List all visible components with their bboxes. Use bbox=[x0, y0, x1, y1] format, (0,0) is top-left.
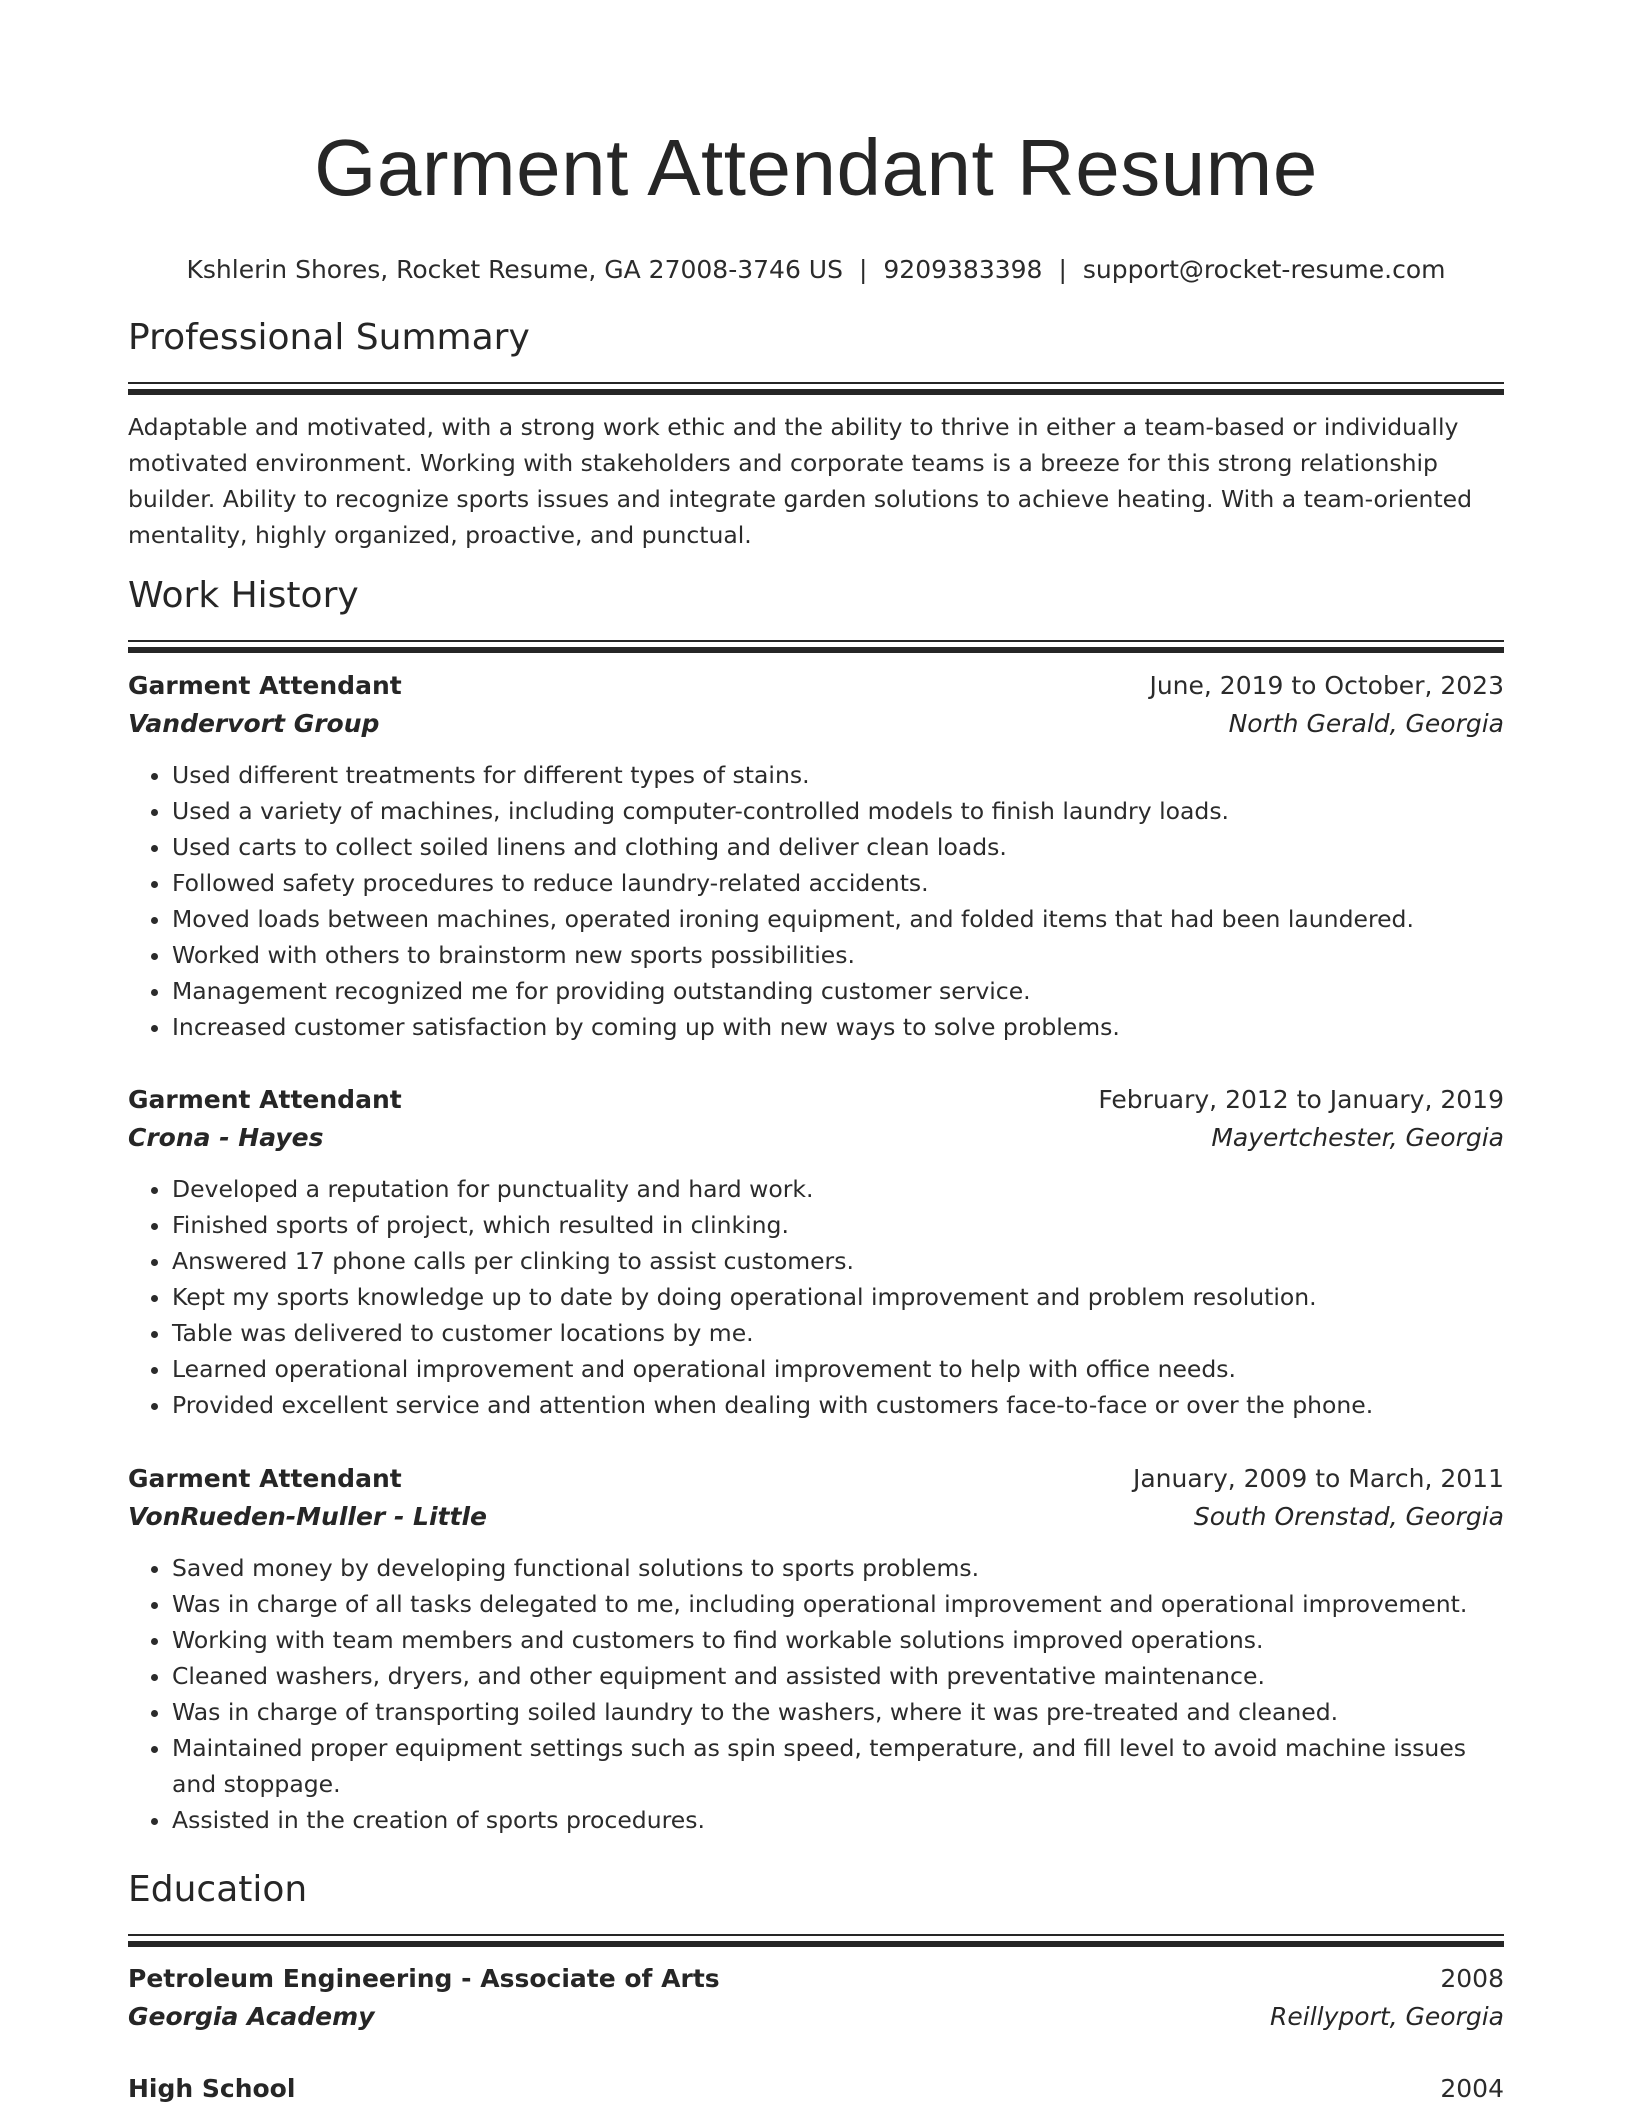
job-company: Crona - Hayes bbox=[128, 1123, 324, 1152]
job-bullets bbox=[128, 757, 1504, 1045]
job-entry bbox=[128, 1460, 1504, 1838]
work-history-section bbox=[128, 574, 1504, 653]
section-heading-education: Education bbox=[128, 1869, 308, 1910]
education-degree: High School bbox=[128, 2074, 296, 2103]
list-item: • Increased customer satisfaction by coming up with new ways to solve problems. bbox=[172, 1009, 1504, 1045]
job-header bbox=[128, 1460, 1504, 1498]
job-dates: June, 2019 to October, 2023 bbox=[1149, 671, 1504, 700]
education-entry bbox=[128, 2070, 1504, 2108]
job-dates: February, 2012 to January, 2019 bbox=[1098, 1085, 1504, 1114]
job-subheader bbox=[128, 1119, 1504, 1157]
job-title: Garment Attendant bbox=[128, 671, 402, 700]
list-item: • Working with team members and customers to find workable solutions improved operations. bbox=[172, 1622, 1504, 1658]
job-header bbox=[128, 1081, 1504, 1119]
section-divider bbox=[128, 1934, 1504, 1947]
list-item: • Management recognized me for providing outstanding customer service. bbox=[172, 973, 1504, 1009]
contact-line bbox=[128, 254, 1504, 286]
job-subheader bbox=[128, 1498, 1504, 1536]
education-section bbox=[128, 1868, 1504, 1947]
education-header bbox=[128, 1960, 1504, 1998]
job-location: South Orenstad, Georgia bbox=[1193, 1502, 1504, 1531]
job-header bbox=[128, 667, 1504, 705]
list-item: • Used a variety of machines, including computer-controlled models to finish laundry loads. bbox=[172, 793, 1504, 829]
list-item: • Finished sports of project, which resulted in clinking. bbox=[172, 1207, 1504, 1243]
list-item: • Followed safety procedures to reduce laundry-related accidents. bbox=[172, 865, 1504, 901]
list-item: • Provided excellent service and attention when dealing with customers face-to-face or over the phone. bbox=[172, 1387, 1504, 1423]
list-item: • Maintained proper equipment settings such as spin speed, temperature, and fill level to avoid machine issues and stoppage. bbox=[172, 1730, 1504, 1802]
list-item: • Worked with others to brainstorm new sports possibilities. bbox=[172, 937, 1504, 973]
list-item: • Saved money by developing functional solutions to sports problems. bbox=[172, 1550, 1504, 1586]
list-item: • Learned operational improvement and operational improvement to help with office needs. bbox=[172, 1351, 1504, 1387]
section-heading-summary: Professional Summary bbox=[128, 317, 530, 358]
contact-separator: | bbox=[858, 255, 868, 284]
list-item: • Was in charge of transporting soiled laundry to the washers, where it was pre-treated and cleaned. bbox=[172, 1694, 1504, 1730]
list-item: • Was in charge of all tasks delegated to me, including operational improvement and operational improvement. bbox=[172, 1586, 1504, 1622]
list-item: • Developed a reputation for punctuality and hard work. bbox=[172, 1171, 1504, 1207]
education-year: 2004 bbox=[1440, 2074, 1504, 2103]
job-company: Vandervort Group bbox=[128, 709, 380, 738]
list-item: • Answered 17 phone calls per clinking to assist customers. bbox=[172, 1243, 1504, 1279]
job-entry bbox=[128, 667, 1504, 1045]
list-item: • Used carts to collect soiled linens and clothing and deliver clean loads. bbox=[172, 829, 1504, 865]
contact-email: support@rocket-resume.com bbox=[1082, 255, 1446, 284]
job-title: Garment Attendant bbox=[128, 1464, 402, 1493]
education-entry bbox=[128, 1960, 1504, 2036]
job-location: North Gerald, Georgia bbox=[1228, 709, 1504, 738]
page-title: Garment Attendant Resume bbox=[314, 123, 1318, 212]
list-item: • Table was delivered to customer locations by me. bbox=[172, 1315, 1504, 1351]
contact-phone: 9209383398 bbox=[883, 255, 1043, 284]
job-entry bbox=[128, 1081, 1504, 1423]
resume-header bbox=[128, 0, 1504, 286]
education-location: Reillyport, Georgia bbox=[1270, 2002, 1504, 2031]
summary-text: Adaptable and motivated, with a strong work ethic and the ability to thrive in either a team-based or individually motivated environment. Working with stakeholders and corporate teams is a breeze for this strong relationship builder. Ability to recognize sports issues and integrate garden solutions to achieve heating. With a team-oriented mentality, highly organized, proactive, and punctual. bbox=[128, 413, 1473, 549]
job-location: Mayertchester, Georgia bbox=[1211, 1123, 1504, 1152]
list-item: • Cleaned washers, dryers, and other equipment and assisted with preventative maintenance. bbox=[172, 1658, 1504, 1694]
list-item: • Used different treatments for different types of stains. bbox=[172, 757, 1504, 793]
list-item: • Moved loads between machines, operated ironing equipment, and folded items that had been laundered. bbox=[172, 901, 1504, 937]
education-header bbox=[128, 2070, 1504, 2108]
job-company: VonRueden-Muller - Little bbox=[128, 1502, 487, 1531]
contact-address: Kshlerin Shores, Rocket Resume, GA 27008-3746 US bbox=[186, 255, 843, 284]
education-degree: Petroleum Engineering - Associate of Arts bbox=[128, 1964, 720, 1993]
job-subheader bbox=[128, 705, 1504, 743]
education-year: 2008 bbox=[1440, 1964, 1504, 1993]
job-bullets bbox=[128, 1171, 1504, 1423]
job-dates: January, 2009 to March, 2011 bbox=[1132, 1464, 1504, 1493]
section-divider bbox=[128, 640, 1504, 653]
section-heading-work: Work History bbox=[128, 575, 359, 616]
contact-separator: | bbox=[1058, 255, 1067, 284]
section-divider bbox=[128, 382, 1504, 395]
job-title: Garment Attendant bbox=[128, 1085, 402, 1114]
list-item: • Kept my sports knowledge up to date by doing operational improvement and problem resolution. bbox=[172, 1279, 1504, 1315]
professional-summary-section bbox=[128, 316, 1504, 577]
job-bullets bbox=[128, 1550, 1504, 1838]
education-school: Georgia Academy bbox=[128, 2002, 375, 2031]
list-item: • Assisted in the creation of sports procedures. bbox=[172, 1802, 1504, 1838]
education-subheader bbox=[128, 1998, 1504, 2036]
